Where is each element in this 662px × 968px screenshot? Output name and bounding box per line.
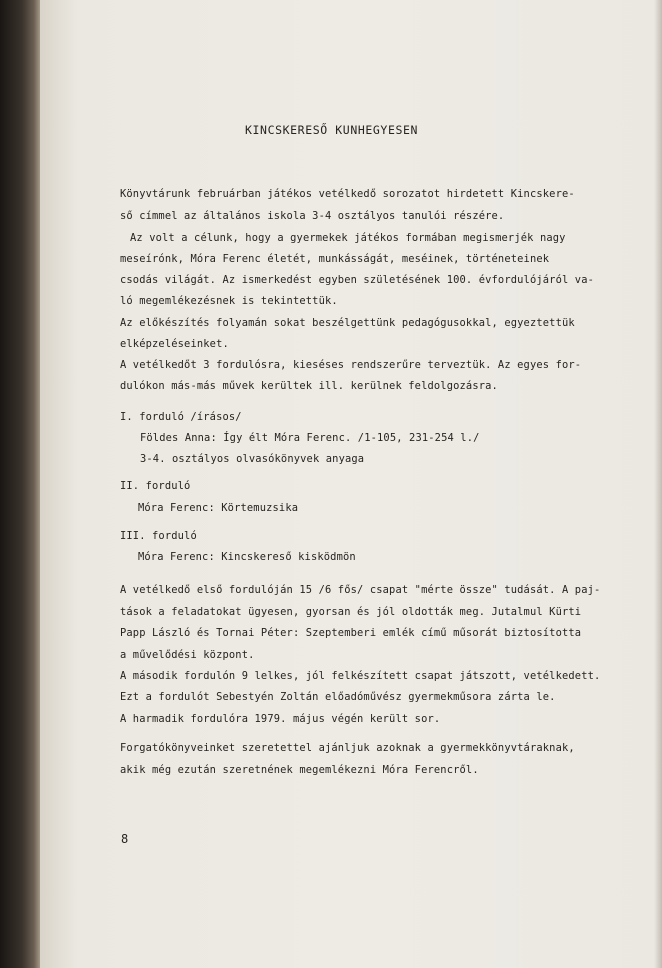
round-detail: Földes Anna: Így élt Móra Ferenc. /1-105, 231-254 l./	[140, 432, 480, 444]
closing-line: Forgatókönyveinket szeretettel ajánljuk azoknak a gyermekkönyvtáraknak,	[120, 742, 575, 754]
paragraph-line: csodás világát. Az ismerkedést egyben születésének 100. évfordulójáról va-	[120, 274, 595, 286]
result-line: tások a feladatokat ügyesen, gyorsan és jól oldották meg. Jutalmul Kürti	[120, 606, 582, 618]
round-heading: II. forduló	[120, 480, 191, 492]
result-line: Papp László és Tornai Péter: Szeptemberi emlék című műsorát biztosította	[120, 627, 582, 639]
result-line: A harmadik fordulóra 1979. május végén került sor.	[120, 713, 441, 725]
result-line: Ezt a fordulót Sebestyén Zoltán előadóművész gyermekműsora zárta le.	[120, 691, 556, 703]
round-detail: Móra Ferenc: Kincskereső kisködmön	[138, 551, 356, 563]
round-detail: 3-4. osztályos olvasókönyvek anyaga	[140, 453, 365, 465]
paragraph-line: elképzeléseinket.	[120, 338, 229, 350]
round-heading: I. forduló /írásos/	[120, 411, 242, 423]
page-number: 8	[121, 832, 129, 846]
round-detail: Móra Ferenc: Körtemuzsika	[138, 502, 299, 514]
closing-line: akik még ezután szeretnének megemlékezni Móra Ferencről.	[120, 764, 479, 776]
paragraph-line: dulókon más-más művek kerültek ill. kerülnek feldolgozásra.	[120, 380, 498, 392]
result-line: A vetélkedő első fordulóján 15 /6 fős/ csapat "mérte össze" tudását. A paj-	[120, 584, 601, 596]
result-line: a művelődési központ.	[120, 649, 255, 661]
paragraph-line: ló megemlékezésnek is tekintettük.	[120, 295, 338, 307]
paragraph-line: A vetélkedőt 3 fordulósra, kieséses rendszerűre terveztük. Az egyes for-	[120, 359, 582, 371]
page-edge	[654, 0, 662, 968]
paragraph-line: Az volt a célunk, hogy a gyermekek játékos formában megismerjék nagy	[130, 232, 566, 244]
result-line: A második fordulón 9 lelkes, jól felkészített csapat játszott, vetélkedett.	[120, 670, 601, 682]
paragraph-line: Az előkészítés folyamán sokat beszélgettünk pedagógusokkal, egyeztettük	[120, 317, 575, 329]
paragraph-line: meseírónk, Móra Ferenc életét, munkásságát, meséinek, történeteinek	[120, 253, 550, 265]
paragraph-line: ső címmel az általános iskola 3-4 osztályos tanulói részére.	[120, 210, 505, 222]
paragraph-line: Könyvtárunk februárban játékos vetélkedő sorozatot hirdetett Kincskere-	[120, 188, 575, 200]
page-title: KINCSKERESŐ KUNHEGYESEN	[245, 123, 419, 137]
book-spine	[0, 0, 40, 968]
round-heading: III. forduló	[120, 530, 197, 542]
